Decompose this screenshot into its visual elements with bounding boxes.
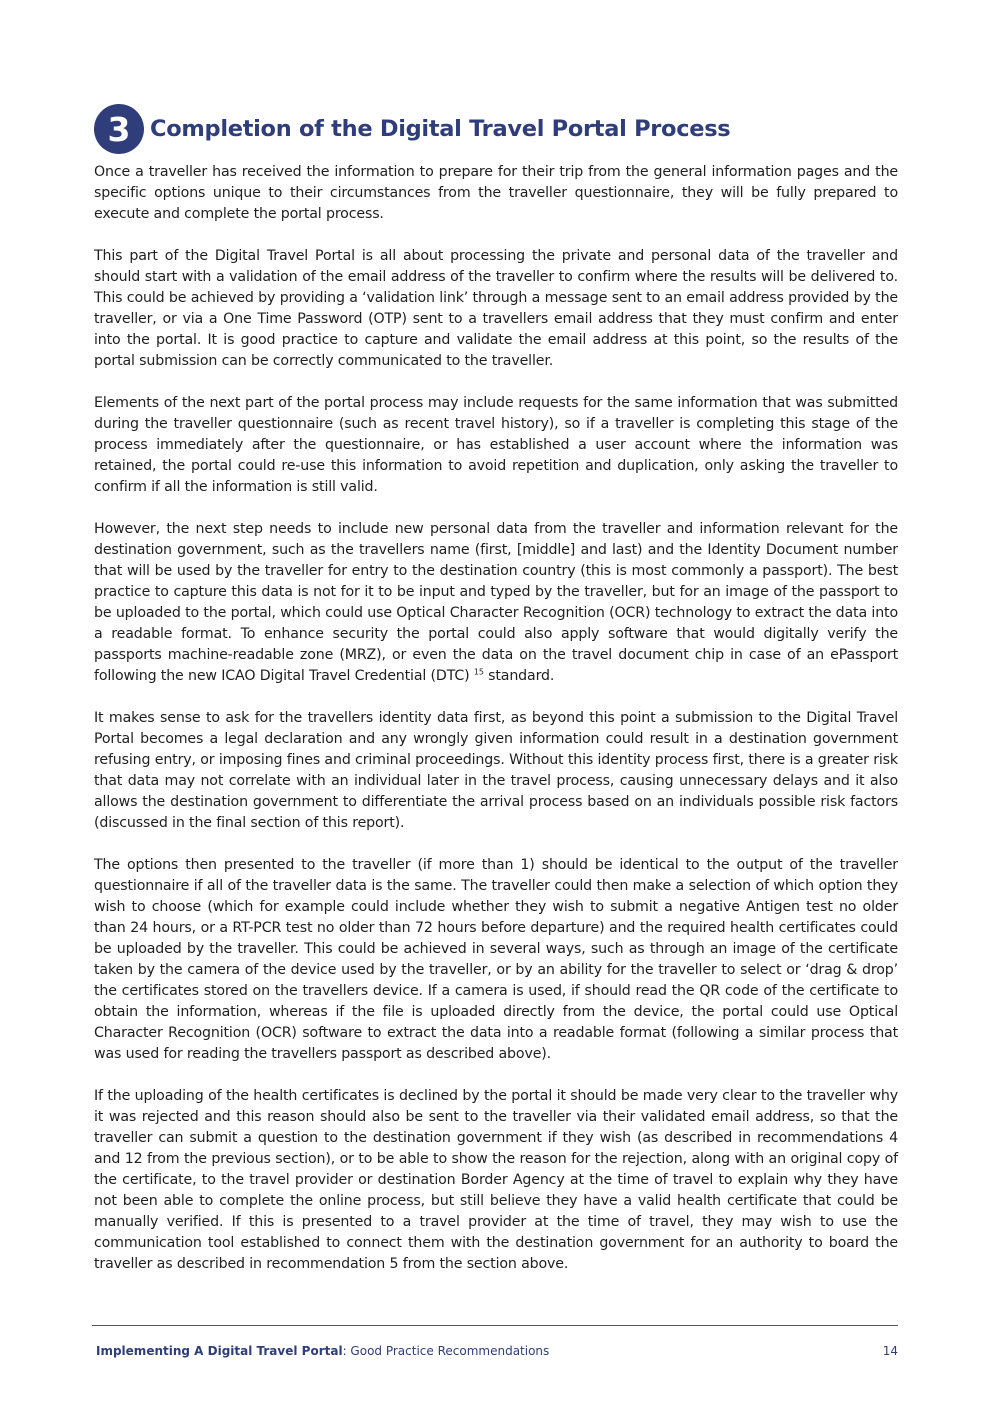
- page-number: 14: [882, 1344, 898, 1358]
- footer-divider: [92, 1325, 898, 1326]
- section-title: Completion of the Digital Travel Portal Process: [150, 116, 731, 142]
- paragraph-4: [94, 519, 898, 687]
- footer-title-strong: Implementing A Digital Travel Portal: [96, 1344, 343, 1358]
- footer-separator: :: [342, 1344, 347, 1358]
- footnote-reference[interactable]: 15: [473, 667, 484, 677]
- page-footer: [96, 1344, 898, 1358]
- body-text: [94, 162, 898, 1296]
- footer-subtitle: Good Practice Recommendations: [346, 1344, 550, 1358]
- paragraph-5: It makes sense to ask for the travellers identity data first, as beyond this point a submission to the Digital Travel Portal becomes a legal declaration and any wrongly given information could result in a destination government refusing entry, or imposing fines and criminal proceedings. Without this identity process first, there is a greater risk that data may not correlate with an individual later in the travel process, causing unnecessary delays and it also allows the destination government to differentiate the arrival process based on an individuals possible risk factors (discussed in the final section of this report).: [94, 710, 898, 831]
- section-heading: [94, 104, 898, 154]
- paragraph-4-tail: standard.: [483, 668, 555, 684]
- paragraph-6: The options then presented to the traveller (if more than 1) should be identical to the output of the traveller questionnaire if all of the traveller data is the same. The traveller could then make a selection of which option they wish to choose (which for example could include whether they wish to submit a negative Antigen test no older than 24 hours, or a RT-PCR test no older than 72 hours before departure) and the required health certificates could be uploaded by the traveller. This could be achieved in several ways, such as through an image of the certificate taken by the camera of the device used by the traveller, or by an ability for the traveller to select or ‘drag & drop’ the certificates stored on the travellers device. If a camera is used, if should read the QR code of the certificate to obtain the information, whereas if the file is uploaded directly from the device, the portal could use Optical Character Recognition (OCR) software to extract the data into a readable format (following a similar process that was used for reading the travellers passport as described above).: [94, 857, 898, 1062]
- paragraph-7: If the uploading of the health certificates is declined by the portal it should be made very clear to the traveller why it was rejected and this reason should also be sent to the traveller via their validated email address, so that the traveller can submit a question to the destination government if they wish (as described in recommendations 4 and 12 from the previous section), or to be able to show the reason for the rejection, along with an original copy of the certificate, to the travel provider or destination Border Agency at the time of travel to explain why they have not been able to complete the online process, but still believe they have a valid health certificate that could be manually verified. If this is presented to a travel provider at the time of travel, they may wish to use the communication tool established to connect them with the destination government for an authority to board the traveller as described in recommendation 5 from the section above.: [94, 1088, 898, 1272]
- paragraph-1: Once a traveller has received the information to prepare for their trip from the general information pages and the specific options unique to their circumstances from the traveller questionnaire, they will be fully prepared to execute and complete the portal process.: [94, 164, 898, 222]
- paragraph-3: Elements of the next part of the portal process may include requests for the same information that was submitted during the traveller questionnaire (such as recent travel history), so if a traveller is completing this stage of the process immediately after the questionnaire, or has established a user account where the information was retained, the portal could re-use this information to avoid repetition and duplication, only asking the traveller to confirm if all the information is still valid.: [94, 395, 898, 495]
- paragraph-2: This part of the Digital Travel Portal is all about processing the private and personal data of the traveller and should start with a validation of the email address of the traveller to confirm where the results will be delivered to. This could be achieved by providing a ‘validation link’ through a message sent to an email address provided by the traveller, or via a One Time Password (OTP) sent to a travellers email address that they must confirm and enter into the portal. It is good practice to capture and validate the email address at this point, so the results of the portal submission can be correctly communicated to the traveller.: [94, 248, 898, 369]
- section-number-badge: 3: [94, 104, 144, 154]
- paragraph-4-text: However, the next step needs to include new personal data from the traveller and information relevant for the destination government, such as the travellers name (first, [middle] and last) and the Identity Document number that will be used by the traveller for entry to the destination country (this is most commonly a passport). The best practice to capture this data is not for it to be input and typed by the traveller, but for an image of the passport to be uploaded to the portal, which could use Optical Character Recognition (OCR) technology to extract the data into a readable format. To enhance security the portal could also apply software that would digitally verify the passports machine-readable zone (MRZ), or even the data on the travel document chip in case of an ePassport following the new ICAO Digital Travel Credential (DTC): [94, 521, 898, 684]
- footer-document-title: [96, 1344, 549, 1358]
